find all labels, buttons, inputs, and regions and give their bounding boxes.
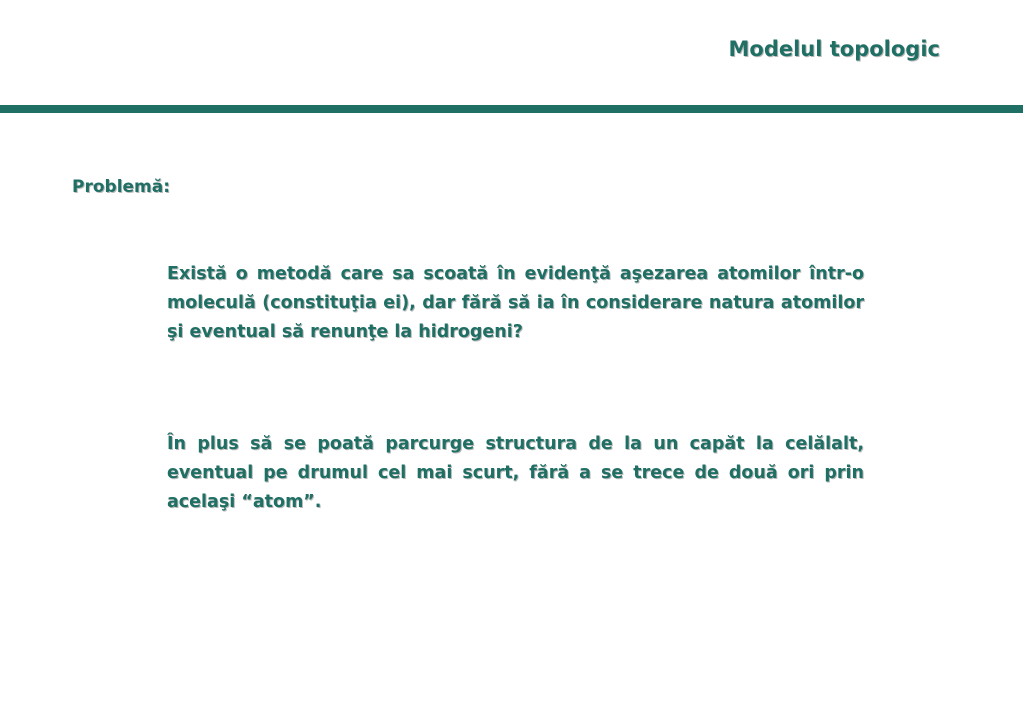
slide-title: Modelul topologic [728, 37, 940, 61]
paragraph-question: Există o metodă care sa scoată în evidenţă aşezarea atomilor într-o moleculă (constituţia ei), dar fără să ia în considerare natura atomilor şi eventual să renunţe la hidrogeni? [167, 264, 864, 342]
paragraph-additional: În plus să se poată parcurge structura de la un capăt la celălalt, eventual pe drumul cel mai scurt, fără a se trece de două ori prin acelaşi “atom”. [167, 434, 864, 512]
title-divider [0, 105, 1023, 113]
section-label: Problemă: [72, 177, 171, 197]
